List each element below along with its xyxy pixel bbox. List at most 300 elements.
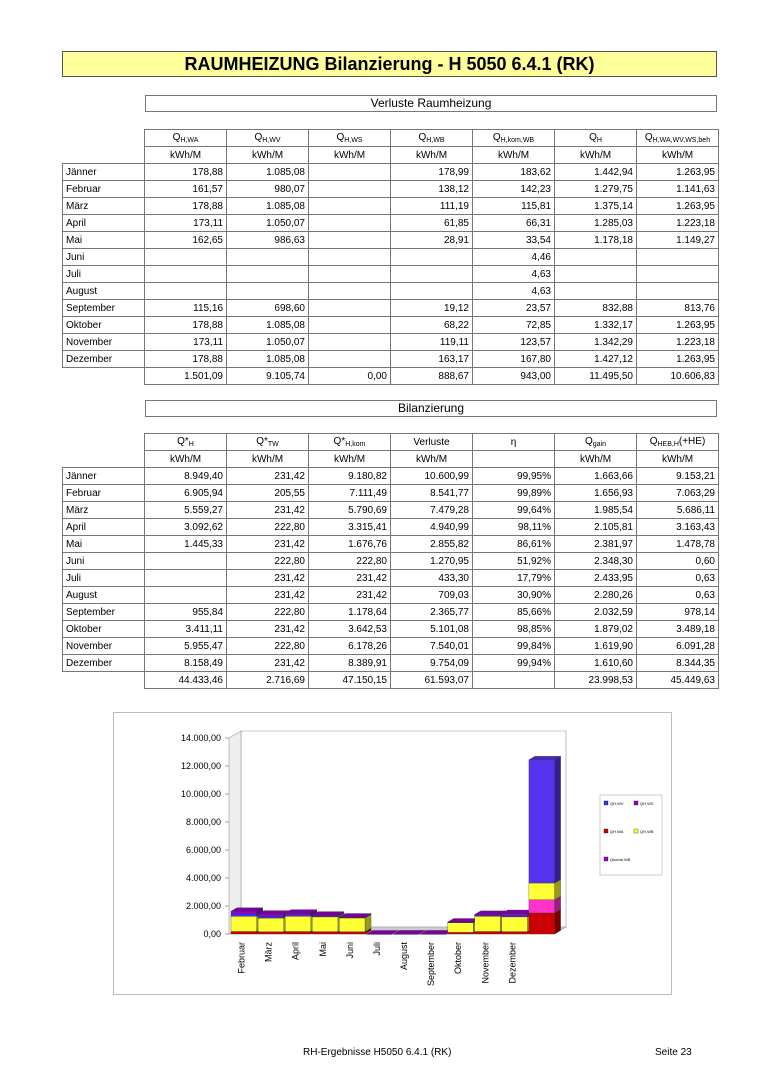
value-cell: 2.032,59 xyxy=(555,604,637,621)
value-cell: 5.101,08 xyxy=(391,621,473,638)
value-cell: 142,23 xyxy=(473,181,555,198)
month-label: April xyxy=(63,215,145,232)
value-cell: 222,80 xyxy=(227,638,309,655)
chart-side-wall xyxy=(229,731,241,934)
column-header xyxy=(555,130,637,147)
month-label: Mai xyxy=(63,536,145,553)
value-cell: 1.656,93 xyxy=(555,485,637,502)
header-symbol: Verluste xyxy=(413,436,450,448)
month-label: Juni xyxy=(63,249,145,266)
table-row xyxy=(63,604,719,621)
corner-cell xyxy=(63,147,145,164)
header-symbol: Q* xyxy=(256,436,268,447)
value-cell xyxy=(555,266,637,283)
value-cell: 1.263,95 xyxy=(637,317,719,334)
bar-segment xyxy=(312,917,338,932)
unit-cell: kWh/M xyxy=(473,147,555,164)
header-subscript: TW xyxy=(267,441,279,448)
value-cell: 2.105,81 xyxy=(555,519,637,536)
bar-segment xyxy=(475,914,501,915)
table-row xyxy=(63,351,719,368)
value-cell: 178,88 xyxy=(145,317,227,334)
value-cell xyxy=(637,249,719,266)
totals-row xyxy=(63,368,719,385)
value-cell: 33,54 xyxy=(473,232,555,249)
month-label: Juni xyxy=(63,553,145,570)
x-category-label: Mai xyxy=(317,942,328,957)
value-cell: 0,60 xyxy=(637,553,719,570)
month-label: September xyxy=(63,300,145,317)
value-cell xyxy=(145,249,227,266)
legend-swatch xyxy=(634,801,638,805)
month-label: Dezember xyxy=(63,351,145,368)
value-cell: 2.280,26 xyxy=(555,587,637,604)
chart-back-wall xyxy=(241,731,566,927)
total-cell: 11.495,50 xyxy=(555,368,637,385)
month-label: November xyxy=(63,638,145,655)
bar-segment xyxy=(231,911,257,914)
header-row xyxy=(63,130,719,147)
value-cell: 1.985,54 xyxy=(555,502,637,519)
bar-segment xyxy=(502,932,528,934)
bar-segment xyxy=(448,923,474,933)
header-subscript: H,kom xyxy=(345,441,366,448)
table-row xyxy=(63,638,719,655)
header-symbol: Q xyxy=(172,132,181,143)
table-row xyxy=(63,655,719,672)
value-cell: 1.427,12 xyxy=(555,351,637,368)
bar-segment xyxy=(502,917,528,932)
losses-section-title: Verluste Raumheizung xyxy=(145,95,717,112)
table-row xyxy=(63,198,719,215)
value-cell: 813,76 xyxy=(637,300,719,317)
column-header xyxy=(391,130,473,147)
value-cell: 178,88 xyxy=(145,198,227,215)
value-cell: 7.111,49 xyxy=(309,485,391,502)
corner-cell xyxy=(63,130,145,147)
value-cell: 231,42 xyxy=(227,536,309,553)
value-cell: 1.141,63 xyxy=(637,181,719,198)
unit-cell: kWh/M xyxy=(145,147,227,164)
value-cell: 8.389,91 xyxy=(309,655,391,672)
unit-cell: kWh/M xyxy=(309,451,391,468)
unit-cell: kWh/M xyxy=(309,147,391,164)
value-cell: 955,84 xyxy=(145,604,227,621)
month-label: Oktober xyxy=(63,621,145,638)
value-cell: 163,17 xyxy=(391,351,473,368)
value-cell: 698,60 xyxy=(227,300,309,317)
header-symbol: η xyxy=(510,436,517,448)
header-subscript: H,WV xyxy=(262,137,281,144)
y-tick-label: 10.000,00 xyxy=(180,789,221,799)
total-cell: 1.501,09 xyxy=(145,368,227,385)
column-header xyxy=(391,434,473,451)
y-tick-label: 8.000,00 xyxy=(185,817,221,827)
bar-segment xyxy=(475,931,501,934)
total-cell: 44.433,46 xyxy=(145,672,227,689)
value-cell xyxy=(637,283,719,300)
value-cell: 1.332,17 xyxy=(555,317,637,334)
legend-label: QH,WV xyxy=(610,801,624,806)
header-symbol: Q* xyxy=(333,436,346,447)
value-cell: 178,88 xyxy=(145,351,227,368)
value-cell: 709,03 xyxy=(391,587,473,604)
value-cell xyxy=(309,334,391,351)
value-cell xyxy=(145,266,227,283)
y-tick-label: 2.000,00 xyxy=(185,901,221,911)
value-cell: 5.559,27 xyxy=(145,502,227,519)
value-cell: 162,65 xyxy=(145,232,227,249)
value-cell: 173,11 xyxy=(145,215,227,232)
value-cell xyxy=(145,553,227,570)
y-tick-label: 0,00 xyxy=(203,929,221,939)
legend-label: QH,WB xyxy=(640,829,654,834)
value-cell: 1.263,95 xyxy=(637,164,719,181)
value-cell: 222,80 xyxy=(227,553,309,570)
month-label: Mai xyxy=(63,232,145,249)
totals-row xyxy=(63,672,719,689)
value-cell: 167,80 xyxy=(473,351,555,368)
header-subscript: H,WA,WV,WS,beh xyxy=(652,137,711,144)
value-cell: 1.050,07 xyxy=(227,215,309,232)
value-cell: 9.754,09 xyxy=(391,655,473,672)
value-cell: 1.223,18 xyxy=(637,215,719,232)
value-cell: 1.442,94 xyxy=(555,164,637,181)
value-cell xyxy=(145,570,227,587)
bar-segment xyxy=(529,900,555,913)
header-subscript: H xyxy=(596,137,602,144)
header-symbol: Q xyxy=(584,436,593,447)
value-cell: 1.445,33 xyxy=(145,536,227,553)
value-cell: 5.955,47 xyxy=(145,638,227,655)
value-cell: 3.163,43 xyxy=(637,519,719,536)
value-cell: 2.381,97 xyxy=(555,536,637,553)
value-cell: 1.619,90 xyxy=(555,638,637,655)
bar-segment xyxy=(339,918,365,932)
value-cell: 231,42 xyxy=(227,468,309,485)
value-cell: 1.050,07 xyxy=(227,334,309,351)
value-cell: 0,63 xyxy=(637,587,719,604)
header-tail: (+HE) xyxy=(678,436,706,447)
value-cell: 1.663,66 xyxy=(555,468,637,485)
table-row xyxy=(63,300,719,317)
value-cell: 231,42 xyxy=(309,587,391,604)
unit-cell: kWh/M xyxy=(391,147,473,164)
total-cell xyxy=(473,672,555,689)
value-cell: 99,94% xyxy=(473,655,555,672)
value-cell: 986,63 xyxy=(227,232,309,249)
totals-label-cell xyxy=(63,672,145,689)
legend-swatch xyxy=(604,801,608,805)
value-cell xyxy=(309,232,391,249)
value-cell: 2.348,30 xyxy=(555,553,637,570)
value-cell: 23,57 xyxy=(473,300,555,317)
bar-segment xyxy=(285,916,311,931)
bar-segment xyxy=(502,915,528,917)
column-header xyxy=(309,130,391,147)
y-tick-label: 6.000,00 xyxy=(185,845,221,855)
total-cell: 888,67 xyxy=(391,368,473,385)
value-cell: 6.091,28 xyxy=(637,638,719,655)
value-cell: 7.063,29 xyxy=(637,485,719,502)
value-cell: 222,80 xyxy=(227,604,309,621)
unit-cell: kWh/M xyxy=(555,451,637,468)
bar-segment xyxy=(529,883,555,900)
value-cell xyxy=(309,283,391,300)
header-subscript: H,kom,WB xyxy=(500,137,535,144)
value-cell: 10.600,99 xyxy=(391,468,473,485)
bar-segment xyxy=(339,932,365,934)
x-category-label: Juli xyxy=(371,942,382,956)
x-category-label: Oktober xyxy=(453,942,464,975)
value-cell: 1.149,27 xyxy=(637,232,719,249)
value-cell: 123,57 xyxy=(473,334,555,351)
value-cell: 17,79% xyxy=(473,570,555,587)
corner-cell xyxy=(63,434,145,451)
footer-page-number: Seite 23 xyxy=(655,1047,692,1058)
value-cell: 2.365,77 xyxy=(391,604,473,621)
value-cell: 173,11 xyxy=(145,334,227,351)
value-cell: 231,42 xyxy=(227,502,309,519)
value-cell xyxy=(309,249,391,266)
unit-cell: kWh/M xyxy=(227,147,309,164)
value-cell: 1.178,64 xyxy=(309,604,391,621)
table-row xyxy=(63,485,719,502)
value-cell: 8.949,40 xyxy=(145,468,227,485)
value-cell: 98,85% xyxy=(473,621,555,638)
unit-cell xyxy=(473,451,555,468)
header-symbol: Q xyxy=(492,132,501,143)
column-header xyxy=(473,130,555,147)
value-cell xyxy=(309,181,391,198)
table-row xyxy=(63,283,719,300)
table-row xyxy=(63,317,719,334)
value-cell xyxy=(391,249,473,266)
value-cell: 1.342,29 xyxy=(555,334,637,351)
value-cell: 2.855,82 xyxy=(391,536,473,553)
value-cell: 99,64% xyxy=(473,502,555,519)
bar-segment xyxy=(285,913,311,915)
value-cell: 7.479,28 xyxy=(391,502,473,519)
column-header xyxy=(145,130,227,147)
value-cell: 231,42 xyxy=(227,587,309,604)
value-cell: 119,11 xyxy=(391,334,473,351)
unit-cell: kWh/M xyxy=(391,451,473,468)
value-cell xyxy=(309,266,391,283)
table-row xyxy=(63,215,719,232)
value-cell xyxy=(227,266,309,283)
value-cell xyxy=(309,300,391,317)
balance-table xyxy=(62,433,719,689)
unit-cell: kWh/M xyxy=(637,147,719,164)
total-cell: 45.449,63 xyxy=(637,672,719,689)
header-symbol: Q xyxy=(418,132,427,143)
header-symbol: Q xyxy=(336,132,345,143)
units-row xyxy=(63,451,719,468)
unit-cell: kWh/M xyxy=(637,451,719,468)
value-cell: 978,14 xyxy=(637,604,719,621)
corner-cell xyxy=(63,451,145,468)
table-row xyxy=(63,181,719,198)
value-cell: 2.433,95 xyxy=(555,570,637,587)
month-label: Juli xyxy=(63,266,145,283)
value-cell: 9.180,82 xyxy=(309,468,391,485)
value-cell: 1.676,76 xyxy=(309,536,391,553)
x-category-label: August xyxy=(399,942,410,971)
value-cell: 231,42 xyxy=(309,570,391,587)
header-subscript: H,WB xyxy=(426,137,445,144)
value-cell: 6.905,94 xyxy=(145,485,227,502)
value-cell xyxy=(145,283,227,300)
value-cell xyxy=(309,164,391,181)
units-row xyxy=(63,147,719,164)
x-category-label: April xyxy=(290,942,301,961)
bar-segment xyxy=(529,913,555,934)
legend-swatch xyxy=(604,857,608,861)
value-cell: 5.790,69 xyxy=(309,502,391,519)
month-label: März xyxy=(63,502,145,519)
value-cell: 1.085,08 xyxy=(227,317,309,334)
table-row xyxy=(63,621,719,638)
value-cell: 30,90% xyxy=(473,587,555,604)
value-cell: 115,81 xyxy=(473,198,555,215)
column-header xyxy=(145,434,227,451)
bar-segment xyxy=(502,913,528,915)
legend-swatch xyxy=(634,829,638,833)
value-cell xyxy=(555,249,637,266)
x-category-label: Dezember xyxy=(507,942,518,984)
table-row xyxy=(63,536,719,553)
month-label: Februar xyxy=(63,485,145,502)
value-cell: 8.158,49 xyxy=(145,655,227,672)
column-header xyxy=(227,434,309,451)
bar-segment xyxy=(475,916,501,931)
value-cell: 3.315,41 xyxy=(309,519,391,536)
value-cell: 3.411,11 xyxy=(145,621,227,638)
bar-segment xyxy=(231,931,257,934)
value-cell: 115,16 xyxy=(145,300,227,317)
unit-cell: kWh/M xyxy=(145,451,227,468)
value-cell: 980,07 xyxy=(227,181,309,198)
month-label: August xyxy=(63,283,145,300)
value-cell: 98,11% xyxy=(473,519,555,536)
column-header xyxy=(637,434,719,451)
value-cell: 8.541,77 xyxy=(391,485,473,502)
value-cell: 178,88 xyxy=(145,164,227,181)
value-cell: 1.879,02 xyxy=(555,621,637,638)
value-cell: 61,85 xyxy=(391,215,473,232)
x-category-label: Juni xyxy=(344,942,355,959)
month-label: März xyxy=(63,198,145,215)
bar-segment xyxy=(258,916,284,918)
value-cell: 4,46 xyxy=(473,249,555,266)
month-label: September xyxy=(63,604,145,621)
value-cell: 1.263,95 xyxy=(637,198,719,215)
value-cell: 1.085,08 xyxy=(227,198,309,215)
value-cell: 4.940,99 xyxy=(391,519,473,536)
losses-chart xyxy=(113,712,672,995)
value-cell: 138,12 xyxy=(391,181,473,198)
header-symbol: Q* xyxy=(177,436,189,447)
bar-segment xyxy=(312,932,338,934)
total-cell: 943,00 xyxy=(473,368,555,385)
table-row xyxy=(63,334,719,351)
value-cell: 161,57 xyxy=(145,181,227,198)
column-header xyxy=(227,130,309,147)
value-cell xyxy=(637,266,719,283)
month-label: Jänner xyxy=(63,468,145,485)
value-cell xyxy=(227,249,309,266)
value-cell: 1.610,60 xyxy=(555,655,637,672)
value-cell: 99,95% xyxy=(473,468,555,485)
bar-segment xyxy=(285,915,311,917)
total-cell: 0,00 xyxy=(309,368,391,385)
table-row xyxy=(63,502,719,519)
header-subscript: H,WA xyxy=(180,137,199,144)
column-header xyxy=(309,434,391,451)
bar-side xyxy=(555,756,561,883)
value-cell: 205,55 xyxy=(227,485,309,502)
value-cell: 183,62 xyxy=(473,164,555,181)
bar-segment xyxy=(448,932,474,934)
header-symbol: Q xyxy=(589,132,597,143)
bar-segment xyxy=(231,916,257,931)
value-cell: 72,85 xyxy=(473,317,555,334)
header-symbol: Q xyxy=(254,132,263,143)
value-cell: 231,42 xyxy=(227,655,309,672)
balance-section-title: Bilanzierung xyxy=(145,400,717,417)
header-symbol: Q xyxy=(644,132,653,143)
month-label: August xyxy=(63,587,145,604)
legend-swatch xyxy=(604,829,608,833)
table-row xyxy=(63,587,719,604)
x-category-label: März xyxy=(263,942,274,962)
table-row xyxy=(63,249,719,266)
month-label: Dezember xyxy=(63,655,145,672)
value-cell: 1.478,78 xyxy=(637,536,719,553)
value-cell: 3.092,62 xyxy=(145,519,227,536)
value-cell: 1.085,08 xyxy=(227,164,309,181)
unit-cell: kWh/M xyxy=(555,147,637,164)
value-cell xyxy=(309,351,391,368)
column-header xyxy=(473,434,555,451)
table-row xyxy=(63,164,719,181)
column-header xyxy=(555,434,637,451)
bar-segment xyxy=(285,931,311,934)
header-symbol: Q xyxy=(649,436,658,447)
value-cell: 1.085,08 xyxy=(227,351,309,368)
value-cell xyxy=(309,215,391,232)
header-subscript: gain xyxy=(592,441,606,448)
total-cell: 10.606,83 xyxy=(637,368,719,385)
table-row xyxy=(63,468,719,485)
value-cell xyxy=(309,198,391,215)
page-title: RAUMHEIZUNG Bilanzierung - H 5050 6.4.1 (RK) xyxy=(62,51,717,77)
value-cell: 8.344,35 xyxy=(637,655,719,672)
value-cell: 1.375,14 xyxy=(555,198,637,215)
value-cell xyxy=(145,587,227,604)
header-subscript: HEB,H xyxy=(657,441,679,448)
value-cell: 433,30 xyxy=(391,570,473,587)
table-row xyxy=(63,519,719,536)
table-row xyxy=(63,232,719,249)
value-cell: 68,22 xyxy=(391,317,473,334)
value-cell: 222,80 xyxy=(227,519,309,536)
x-category-label: November xyxy=(480,942,491,984)
value-cell: 1.270,95 xyxy=(391,553,473,570)
value-cell: 111,19 xyxy=(391,198,473,215)
bar-segment xyxy=(258,932,284,934)
